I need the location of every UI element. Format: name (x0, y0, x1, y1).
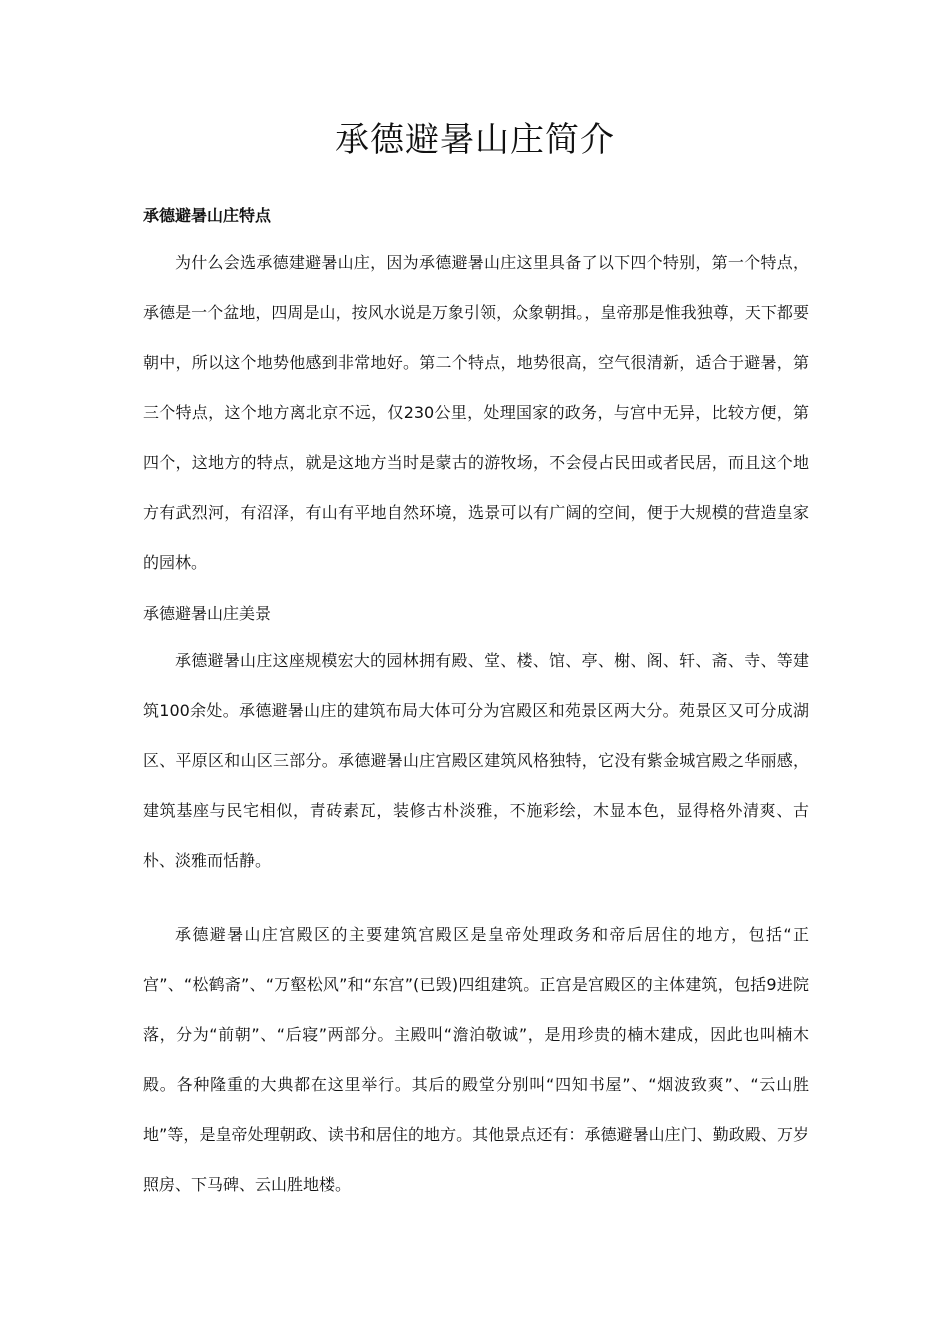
paragraph-scenery-1: 承德避暑山庄这座规模宏大的园林拥有殿、堂、楼、馆、亭、榭、阁、轩、斋、寺、等建筑100余处。承德避暑山庄的建筑布局大体可分为宫殿区和苑景区两大分。苑景区又可分成湖区、平原区和山区三部分。承德避暑山庄宫殿区建筑风格独特，它没有紫金城宫殿之华丽感，建筑基座与民宅相似，青砖素瓦，装修古朴淡雅，不施彩绘，木显本色，显得格外清爽、古朴、淡雅而恬静。 (143, 651, 809, 870)
paragraph-scenery-2: 承德避暑山庄宫殿区的主要建筑宫殿区是皇帝处理政务和帝后居住的地方，包括“正宫”、“松鹤斋”、“万壑松风”和“东宫”(已毁)四组建筑。正宫是宫殿区的主体建筑，包括9进院落，分为“前朝”、“后寝”两部分。主殿叫“澹泊敬诚”，是用珍贵的楠木建成，因此也叫楠木殿。各种隆重的大典都在这里举行。其后的殿堂分别叫“四知书屋”、“烟波致爽”、“云山胜地”等，是皇帝处理朝政、读书和居住的地方。其他景点还有：承德避暑山庄门、勤政殿、万岁照房、下马碑、云山胜地楼。 (143, 925, 809, 1194)
section-heading-scenery: 承德避暑山庄美景 (143, 604, 272, 623)
section-heading-features: 承德避暑山庄特点 (143, 206, 272, 225)
paragraph-features: 为什么会选承德建避暑山庄，因为承德避暑山庄这里具备了以下四个特别，第一个特点，承德是一个盆地，四周是山，按风水说是万象引领，众象朝揖。，皇帝那是惟我独尊，天下都要朝中，所以这个地势他感到非常地好。第二个特点，地势很高，空气很清新，适合于避暑，第三个特点，这个地方离北京不远，仅230公里，处理国家的政务，与宫中无异，比较方便，第四个，这地方的特点，就是这地方当时是蒙古的游牧场，不会侵占民田或者民居，而且这个地方有武烈河，有沼泽，有山有平地自然环境，选景可以有广阔的空间，便于大规模的营造皇家的园林。 (143, 253, 809, 572)
page-title: 承德避暑山庄简介 (335, 120, 615, 160)
